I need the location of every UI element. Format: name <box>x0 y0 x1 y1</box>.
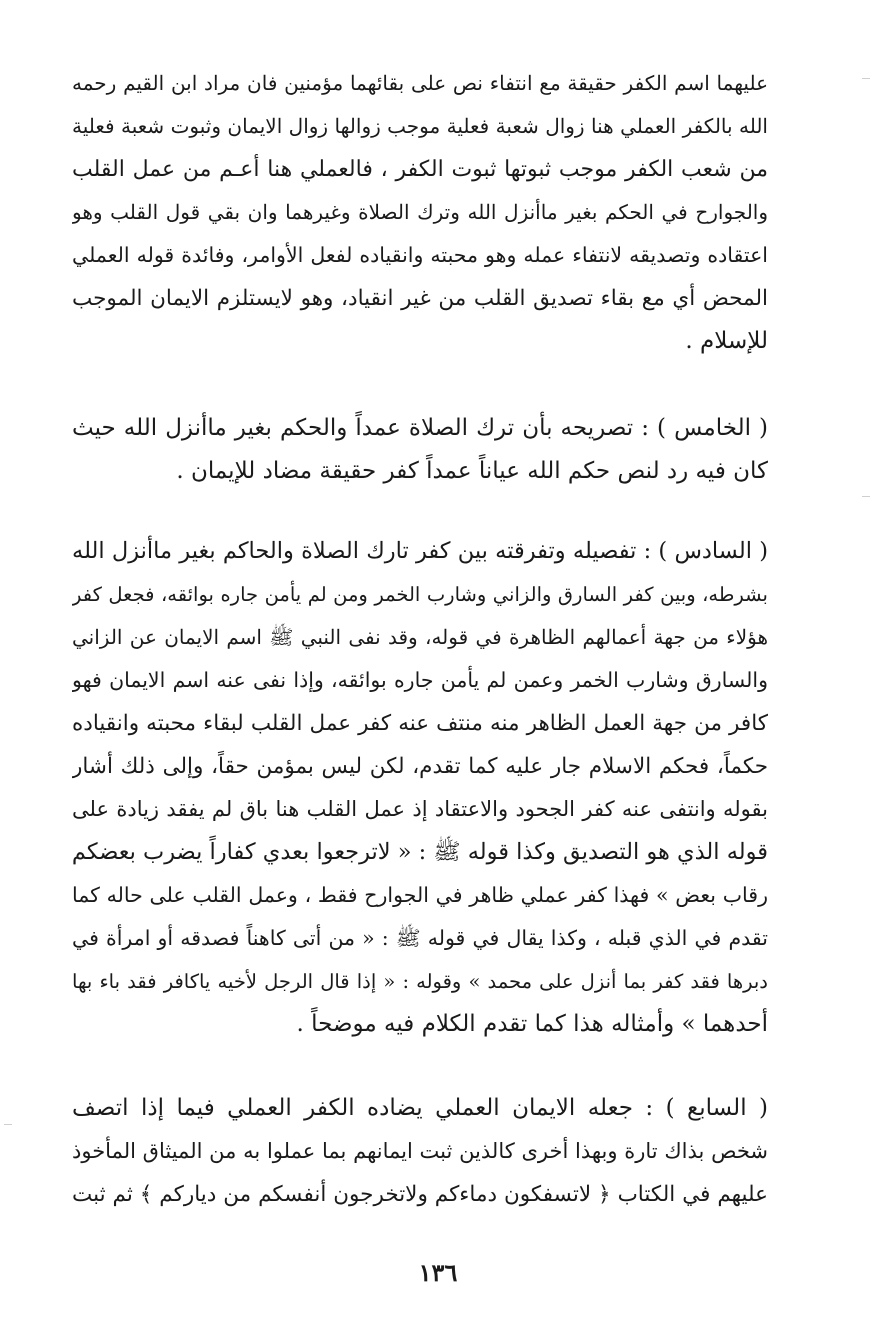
text-line: قوله الذي هو التصديق وكذا قوله ﷺ : « لاترجعوا بعدي كفاراً يضرب بعضكم <box>72 839 768 865</box>
paragraph-intro <box>72 62 768 363</box>
text-line: عليهما اسم الكفر حقيقة مع انتفاء نص على بقائهما مؤمنين فان مراد ابن القيم رحمه <box>72 71 768 95</box>
text-line: للإسلام . <box>685 328 768 354</box>
text-line: رقاب بعض » فهذا كفر عملي ظاهر في الجوارح فقط ، وعمل القلب على حاله كما <box>72 883 768 907</box>
paragraph-seventh <box>72 1087 768 1216</box>
text-line: كافر من جهة العمل الظاهر منه منتف عنه كفر عمل القلب لبقاء محبته وانقياده <box>72 711 768 736</box>
scan-margin-mark <box>862 496 870 497</box>
text-line: دبرها فقد كفر بما أنزل على محمد » وقوله : « إذا قال الرجل لأخيه ياكافر فقد باء بها <box>72 970 768 993</box>
text-line: كان فيه رد لنص حكم الله عياناً عمداً كفر حقيقة مضاد للإيمان . <box>176 458 768 484</box>
text-line: من شعب الكفر موجب ثبوتها ثبوت الكفر ، فالعملي هنا أعـم من عمل القلب <box>72 157 768 182</box>
paragraph-sixth <box>72 530 768 1046</box>
text-line: اعتقاده وتصديقه لانتفاء عمله وهو محبته وانقياده لفعل الأوامر، وفائدة قوله العملي <box>72 243 768 267</box>
text-line: والجوارح في الحكم بغير ماأنزل الله وترك الصلاة وغيرهما وان بقي قول القلب وهو <box>72 200 768 224</box>
text-line: أحدهما » وأمثاله هذا كما تقدم الكلام فيه موضحاً . <box>296 1011 768 1037</box>
text-line: شخص بذاك تارة وبهذا أخرى كالذين ثبت ايمانهم بما عملوا به من الميثاق المأخوذ <box>72 1139 768 1163</box>
text-line: حكماً، فحكم الاسلام جار عليه كما تقدم، لكن ليس بمؤمن حقاً، وإلى ذلك أشار <box>72 754 768 779</box>
text-line: هؤلاء من جهة أعمالهم الظاهرة في قوله، وقد نفى النبي ﷺ اسم الايمان عن الزاني <box>72 625 768 649</box>
text-line: الله بالكفر العملي هنا زوال شعبة فعلية موجب زوالها زوال الايمان وثبوت شعبة فعلية <box>72 114 768 138</box>
page-number: ١٣٦ <box>418 1258 458 1287</box>
text-line: بشرطه، وبين كفر السارق والزاني وشارب الخمر ومن لم يأمن جاره بوائقه، فجعل كفر <box>72 583 768 606</box>
text-line: ( السادس ) : تفصيله وتفرقته بين كفر تارك الصلاة والحاكم بغير ماأنزل الله <box>72 538 768 564</box>
text-line: ( الخامس ) : تصريحه بأن ترك الصلاة عمداً والحكم بغير ماأنزل الله حيث <box>72 415 768 441</box>
text-line: المحض أي مع بقاء تصديق القلب من غير انقياد، وهو لايستلزم الايمان الموجب <box>72 286 768 311</box>
scan-margin-mark <box>4 1124 12 1125</box>
text-line: بقوله وانتفى عنه كفر الجحود والاعتقاد إذ عمل القلب هنا باق لم يفقد زيادة على <box>72 797 768 821</box>
scan-margin-mark <box>862 78 870 79</box>
text-line: والسارق وشارب الخمر وعمن لم يأمن جاره بوائقه، وإذا نفى عنه اسم الايمان فهو <box>72 668 768 692</box>
text-line: عليهم في الكتاب ﴿ لاتسفكون دماءكم ولاتخرجون أنفسكم من دياركم ﴾ ثم ثبت <box>72 1182 768 1207</box>
paragraph-fifth <box>72 407 768 493</box>
text-line: تقدم في الذي قبله ، وكذا يقال في قوله ﷺ : « من أتى كاهناً فصدقه أو امرأة في <box>72 926 768 950</box>
text-line: ( السابع ) : جعله الايمان العملي يضاده الكفر العملي فيما إذا اتصف <box>72 1095 768 1121</box>
